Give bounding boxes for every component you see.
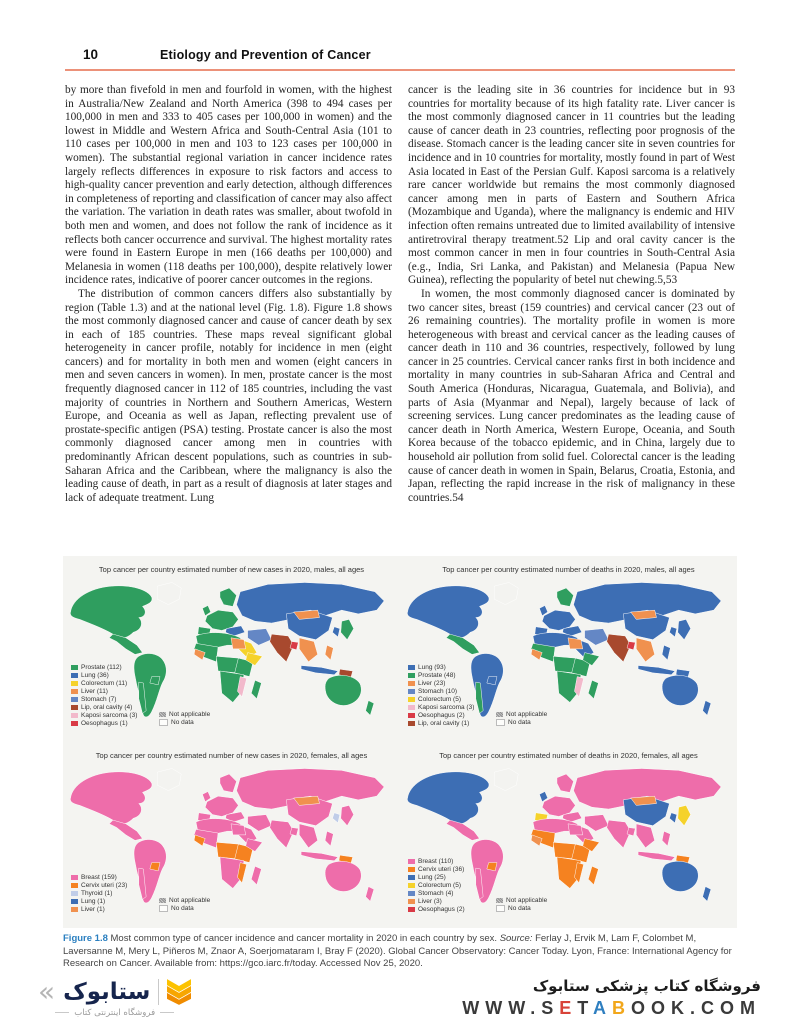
website-letter: W xyxy=(485,997,509,1018)
website-letter: W xyxy=(508,997,531,1018)
logo-row xyxy=(38,974,191,1008)
region-newzealand xyxy=(703,701,711,716)
website-letter: . xyxy=(530,997,542,1018)
legend-swatch xyxy=(408,697,415,702)
map-title: Top cancer per country estimated number of new cases in 2020, females, all ages xyxy=(95,751,368,760)
website-url xyxy=(462,998,761,1019)
region-greenland xyxy=(494,768,518,790)
legend-label: Colorectum (11) xyxy=(81,680,128,687)
legend-item xyxy=(71,906,127,913)
region-madagascar xyxy=(251,680,261,698)
status-legend-item xyxy=(496,897,547,904)
region-newzealand xyxy=(366,887,374,902)
legend-item xyxy=(408,720,474,727)
region-philippines xyxy=(662,831,670,846)
status-legend-item xyxy=(496,711,547,718)
region-indonesia xyxy=(638,665,675,674)
legend-item xyxy=(408,898,465,905)
legend-swatch xyxy=(159,905,168,912)
region-greenland xyxy=(157,582,181,604)
store-tagline-row xyxy=(55,1008,174,1018)
legend-label: Liver (23) xyxy=(418,680,446,687)
region-australia xyxy=(662,861,698,891)
region-philippines xyxy=(325,645,333,660)
region-australia xyxy=(325,861,361,891)
website-letter: E xyxy=(559,997,578,1018)
legend-swatch xyxy=(71,697,78,702)
region-japan xyxy=(678,805,691,825)
legend-label: Colorectum (5) xyxy=(418,882,461,889)
map-legend xyxy=(408,858,465,913)
region-korea xyxy=(669,813,676,823)
legend-label: Cervix uteri (36) xyxy=(418,866,465,873)
region-iran xyxy=(585,815,609,832)
legend-swatch xyxy=(159,898,166,903)
region-uk xyxy=(202,606,210,616)
caption-text: Most common type of cancer incidence and cancer mortality in 2020 in each country by sex. xyxy=(107,933,500,944)
legend-item xyxy=(408,858,465,865)
legend-swatch xyxy=(408,673,415,678)
legend-swatch xyxy=(71,681,78,686)
caption-source-label: Source: xyxy=(499,933,533,944)
website-letter: O xyxy=(719,997,740,1018)
region-japan xyxy=(341,805,354,825)
legend-item xyxy=(408,890,465,897)
legend-label: Prostate (112) xyxy=(81,664,122,671)
legend-swatch xyxy=(71,713,78,718)
legend-label: Lip, oral cavity (4) xyxy=(81,704,133,711)
legend-label: Oesophagus (2) xyxy=(418,712,465,719)
legend-item xyxy=(71,696,137,703)
legend-swatch xyxy=(408,705,415,710)
legend-item xyxy=(71,882,127,889)
legend-label: Prostate (48) xyxy=(418,672,456,679)
legend-swatch xyxy=(496,905,505,912)
legend-label: Stomach (7) xyxy=(81,696,117,703)
website-letter: B xyxy=(611,997,631,1018)
page-number: 10 xyxy=(83,47,99,62)
legend-item xyxy=(71,664,137,671)
status-legend-item xyxy=(496,719,547,726)
legend-swatch xyxy=(408,721,415,726)
legend-label: Oesophagus (2) xyxy=(418,906,465,913)
region-scandinavia xyxy=(220,588,237,606)
legend-label: No data xyxy=(508,905,531,912)
region-uk xyxy=(202,792,210,802)
region-madagascar xyxy=(588,680,598,698)
map-males-new-cases xyxy=(63,556,400,742)
footer xyxy=(0,972,799,1023)
region-egypt xyxy=(568,824,583,835)
region-centralafrica xyxy=(553,842,575,859)
legend-swatch xyxy=(408,875,415,880)
map-females-new-cases xyxy=(63,742,400,928)
region-scandinavia xyxy=(557,774,574,792)
legend-label: Kaposi sarcoma (3) xyxy=(418,704,475,711)
region-southeastasia xyxy=(299,638,317,662)
legend-label: Liver (3) xyxy=(418,898,442,905)
region-korea xyxy=(332,813,339,823)
map-legend xyxy=(71,874,127,913)
legend-item xyxy=(408,680,474,687)
status-legend-item xyxy=(159,719,210,726)
body-right-column xyxy=(408,84,735,505)
legend-label: Not applicable xyxy=(169,711,211,718)
region-egypt xyxy=(231,824,246,835)
region-japan xyxy=(678,619,691,639)
legend-item xyxy=(71,890,127,897)
legend-swatch xyxy=(496,712,503,717)
logo-divider xyxy=(158,979,159,1005)
region-korea xyxy=(332,627,339,637)
body-left-column xyxy=(65,84,392,505)
figure-caption xyxy=(63,933,737,971)
legend-label: Colorectum (5) xyxy=(418,696,461,703)
region-philippines xyxy=(325,831,333,846)
region-madagascar xyxy=(588,866,598,884)
paragraph: The distribution of common cancers differs also substantially by region (Table 1.3) and at the national level (Fig. 1.8). Figure 1.8 shows the most commonly diagnosed cancer and cause of cancer death by sex in each of 185 countries. These maps reveal significant global heterogeneity in cancer profile, notably for incidence in men (eight cancers) and for mortality in both men and women (eight cancers in men and seven cancers in women). In men, prostate cancer is the most frequently diagnosed cancer in 112 of 185 countries, including the vast majority of countries in Northern and Southern Americas, Western Europe, and Oceania as well as Japan, reflecting prevalent use of prostate-specific antigen (PSA) testing. Prostate cancer is also the most commonly diagnosed cancer among men in countries with predominantly African descent populations, such as countries in sub-Saharan Africa and the Caribbean, where the malignancy is also the leading cause of death, in part as a result of diagnosis at later stages and lack of adequate treatment. Lung xyxy=(65,287,392,504)
region-uk xyxy=(539,606,547,616)
region-centralafrica xyxy=(216,656,238,673)
map-males-deaths xyxy=(400,556,737,742)
map-title: Top cancer per country estimated number of deaths in 2020, males, all ages xyxy=(442,565,695,574)
legend-item xyxy=(408,688,474,695)
region-centralafrica xyxy=(216,842,238,859)
website-letter: K xyxy=(670,997,690,1018)
legend-swatch xyxy=(408,891,415,896)
website-letter: T xyxy=(577,997,593,1018)
legend-swatch xyxy=(408,859,415,864)
legend-item xyxy=(71,874,127,881)
region-philippines xyxy=(662,645,670,660)
legend-item xyxy=(408,906,465,913)
legend-item xyxy=(408,882,465,889)
legend-item xyxy=(408,704,474,711)
region-iran xyxy=(248,629,272,646)
paragraph: cancer is the leading site in 36 countries for incidence but in 93 countries for mortality because of its high fatality rate. Liver cancer is the most commonly diagnosed cancer in 11 countries but the leading cause of cancer death in 23 countries, reflecting poor prognosis of the disease. Stomach cancer is the leading cancer site in seven countries for incidence and in 10 countries for mortality, mostly found in part of West Asia located in East of the Persian Gulf. Kaposi sarcoma is a relatively rare cancer worldwide but remains the most commonly diagnosed cancer among men in parts of Eastern and Southern Africa (Mozambique and Uganda), where the malignancy is endemic and HIV infection often remains untreated due to limited availability of intensive antiretroviral therapy treatment.52 Lip and oral cavity cancer is the most common cancer in men in four countries in South-Central Asia (e.g., India, Sri Lanka, and Pakistan) and Melanesia (Papua New Guinea), reflecting the popularity of betel nut chewing.5,53 xyxy=(408,84,735,287)
legend-label: Breast (110) xyxy=(418,858,454,865)
store-tagline: فروشگاه اینترنتی کتاب xyxy=(74,1007,156,1018)
legend-swatch xyxy=(408,907,415,912)
legend-swatch xyxy=(408,899,415,904)
legend-label: Not applicable xyxy=(506,711,548,718)
legend-swatch xyxy=(159,719,168,726)
legend-swatch xyxy=(159,712,166,717)
website-letter: C xyxy=(700,997,720,1018)
region-indonesia xyxy=(301,851,338,860)
legend-item xyxy=(408,712,474,719)
legend-swatch xyxy=(71,665,78,670)
region-northamerica xyxy=(70,586,152,638)
paragraph: In women, the most commonly diagnosed cancer is dominated by two cancer sites, breast (159 countries) and cervical cancer (23 out of 26 remaining countries). The mortality profile in women is more heterogeneous with breast and cervical cancer as the leading causes of cancer death in 110 and 36 countries, respectively, followed by lung cancer in 25 countries. Cervical cancer ranks first in both incidence and mortality in many countries in sub-Saharan Africa and Central and South America (Honduras, Nicaragua, Guatemala, and Bolivia), and parts of Asia (Myanmar and Nepal), largely because of lack of screening services. Lung cancer predominates as the leading cause of cancer death in North America, Western Europe, Oceania, and South Korea because of the tobacco epidemic, and in China, largely due to household air pollution from solid fuel. Colorectal cancer is the leading cause of cancer death in women in Spain, Belarus, Croatia, Estonia, and Japan, reflecting the rapid increase in the risk of malignancy in these countries.54 xyxy=(408,287,735,504)
region-australia xyxy=(662,675,698,705)
website-letter: O xyxy=(650,997,671,1018)
legend-label: Not applicable xyxy=(169,897,211,904)
legend-label: Breast (159) xyxy=(81,874,117,881)
store-title: فروشگاه کتاب پزشکی ستابوک xyxy=(532,976,761,995)
legend-swatch xyxy=(71,689,78,694)
legend-item xyxy=(71,680,137,687)
legend-label: Lung (25) xyxy=(418,874,446,881)
map-status-legend xyxy=(159,897,210,912)
legend-swatch xyxy=(71,899,78,904)
legend-swatch xyxy=(408,681,415,686)
logo-chevrons-icon: « xyxy=(38,974,56,1008)
region-indonesia xyxy=(301,665,338,674)
website-letter: S xyxy=(541,997,560,1018)
store-brand xyxy=(462,977,761,1019)
legend-item xyxy=(71,898,127,905)
legend-label: Cervix uteri (23) xyxy=(81,882,128,889)
website-letter: A xyxy=(592,997,612,1018)
caption-source-text: Ferlay J, Ervik M, Lam F, Colombet M, Laversanne M, Mery L, Piñeros M, Znaor A, Soerjomataram I, Bray F (2020). Global Cancer Observatory: Cancer Today. Lyon, France: International Agency for Research on Cancer. Available from: https://gco.iarc.fr/today. Accessed Nov 25, 2020. xyxy=(63,933,732,969)
legend-label: No data xyxy=(171,719,194,726)
region-southeastasia xyxy=(299,824,317,848)
legend-label: Lung (93) xyxy=(418,664,446,671)
paragraph: by more than fivefold in men and fourfold in women, with the highest in Australia/New Zealand and North America (398 to 494 cases per 100,000 in men and 333 to 405 cases per 100,000 in women) and the lowest in Middle and Western Africa and South-Central Asia (101 to 110 cases per 100,000 in men and 103 to 123 cases per 100,000 in women). The substantial regional variation in cancer incidence rates largely reflects differences in exposure to risk factors and access to high-quality cancer prevention and early detection, although differences in completeness of reporting and classification of cancer may also affect the variation. The variation in death rates was smaller, about twofold in both men and women, and does not follow the rank of incidence as it reflects both cancer occurrence and survival. The highest mortality rates were found in Eastern Europe in men (166 deaths per 100,000) and Melanesia in women (118 deaths per 100,000), despite relatively lower incidence rates, indicative of poorer cancer outcomes in the regions. xyxy=(65,84,392,287)
status-legend-item xyxy=(496,905,547,912)
legend-item xyxy=(71,720,137,727)
store-name: ستابوک xyxy=(63,978,151,1005)
region-scandinavia xyxy=(557,588,574,606)
legend-label: No data xyxy=(171,905,194,912)
legend-item xyxy=(408,866,465,873)
page-header xyxy=(83,47,735,62)
legend-label: Thyroid (1) xyxy=(81,890,113,897)
website-letter: . xyxy=(689,997,701,1018)
legend-label: No data xyxy=(508,719,531,726)
region-scandinavia xyxy=(220,774,237,792)
map-title: Top cancer per country estimated number of new cases in 2020, males, all ages xyxy=(98,565,365,574)
legend-label: Lip, oral cavity (1) xyxy=(418,720,470,727)
figure-block xyxy=(63,556,737,928)
region-northamerica xyxy=(407,586,489,638)
region-greenland xyxy=(157,768,181,790)
map-status-legend xyxy=(159,711,210,726)
legend-swatch xyxy=(496,719,505,726)
legend-item xyxy=(408,672,474,679)
region-centralafrica xyxy=(553,656,575,673)
legend-item xyxy=(408,696,474,703)
legend-label: Liver (1) xyxy=(81,906,105,913)
logo-emblem-icon xyxy=(167,979,191,1005)
map-legend xyxy=(71,664,137,727)
website-letter: M xyxy=(740,997,761,1018)
legend-label: Kaposi sarcoma (3) xyxy=(81,712,138,719)
legend-label: Stomach (4) xyxy=(418,890,454,897)
region-northamerica xyxy=(407,772,489,824)
legend-swatch xyxy=(71,705,78,710)
map-title: Top cancer per country estimated number of deaths in 2020, females, all ages xyxy=(439,751,698,760)
legend-swatch xyxy=(408,713,415,718)
legend-swatch xyxy=(408,867,415,872)
legend-item xyxy=(408,874,465,881)
legend-label: Liver (11) xyxy=(81,688,108,695)
region-japan xyxy=(341,619,354,639)
legend-swatch xyxy=(71,875,78,880)
region-newzealand xyxy=(703,887,711,902)
region-greenland xyxy=(494,582,518,604)
chapter-title: Etiology and Prevention of Cancer xyxy=(160,48,371,62)
legend-swatch xyxy=(71,721,78,726)
tagline-dash xyxy=(55,1012,69,1013)
legend-label: Lung (1) xyxy=(81,898,106,905)
legend-label: Oesophagus (1) xyxy=(81,720,128,727)
map-status-legend xyxy=(496,711,547,726)
legend-label: Not applicable xyxy=(506,897,548,904)
map-status-legend xyxy=(496,897,547,912)
map-legend xyxy=(408,664,474,727)
status-legend-item xyxy=(159,897,210,904)
website-letter: O xyxy=(630,997,651,1018)
region-indonesia xyxy=(638,851,675,860)
legend-swatch xyxy=(496,898,503,903)
region-newzealand xyxy=(366,701,374,716)
status-legend-item xyxy=(159,905,210,912)
tagline-dash xyxy=(160,1012,174,1013)
caption-figure-label: Figure 1.8 xyxy=(63,933,108,944)
legend-swatch xyxy=(71,883,78,888)
status-legend-item xyxy=(159,711,210,718)
region-egypt xyxy=(231,638,246,649)
region-southeastasia xyxy=(636,824,654,848)
legend-item xyxy=(71,712,137,719)
header-rule xyxy=(65,69,735,71)
region-iran xyxy=(248,815,272,832)
region-uk xyxy=(539,792,547,802)
legend-swatch xyxy=(408,665,415,670)
legend-label: Stomach (10) xyxy=(418,688,458,695)
legend-item xyxy=(408,664,474,671)
region-madagascar xyxy=(251,866,261,884)
legend-swatch xyxy=(71,907,78,912)
legend-swatch xyxy=(71,673,78,678)
region-northamerica xyxy=(70,772,152,824)
website-letter: W xyxy=(462,997,486,1018)
legend-swatch xyxy=(408,689,415,694)
region-egypt xyxy=(568,638,583,649)
map-grid xyxy=(63,556,737,928)
region-korea xyxy=(669,627,676,637)
legend-item xyxy=(71,688,137,695)
map-females-deaths xyxy=(400,742,737,928)
region-southeastasia xyxy=(636,638,654,662)
setabook-logo xyxy=(38,974,191,1018)
legend-swatch xyxy=(71,891,78,896)
legend-item xyxy=(71,704,137,711)
legend-label: Lung (36) xyxy=(81,672,109,679)
legend-swatch xyxy=(408,883,415,888)
body-text xyxy=(65,84,735,505)
region-australia xyxy=(325,675,361,705)
region-iran xyxy=(585,629,609,646)
legend-item xyxy=(71,672,137,679)
